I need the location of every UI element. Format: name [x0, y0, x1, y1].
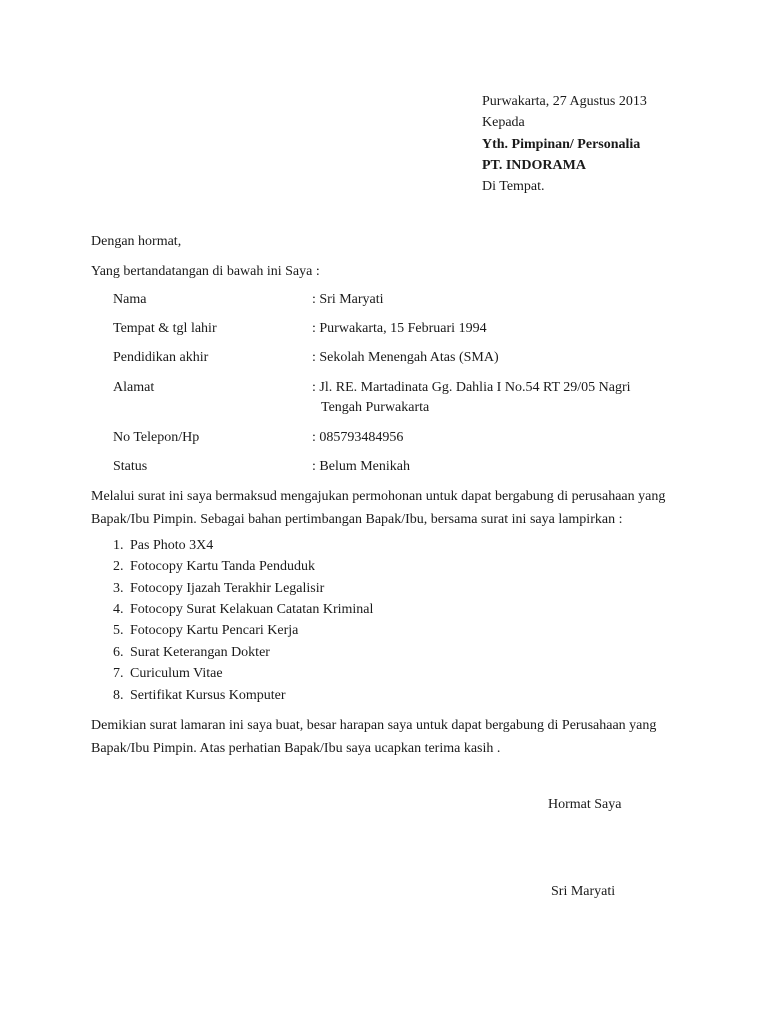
closing-line-1: Demikian surat lamaran ini saya buat, besar harapan saya untuk dapat bergabung di Perusahaan yang	[91, 718, 657, 733]
identity-label-birth: Tempat & tgl lahir	[113, 321, 217, 336]
identity-value-name: : Sri Maryati	[312, 292, 384, 307]
identity-label-status: Status	[113, 459, 148, 474]
closing-line-2: Bapak/Ibu Pimpin. Atas perhatian Bapak/Ibu saya ucapkan terima kasih .	[91, 741, 501, 756]
signatory-name: Sri Maryati	[551, 884, 616, 899]
list-item: 5. Fotocopy Kartu Pencari Kerja	[113, 623, 299, 638]
list-item: 3. Fotocopy Ijazah Terakhir Legalisir	[113, 581, 325, 596]
identity-label-phone: No Telepon/Hp	[113, 430, 200, 445]
company-name: PT. INDORAMA	[482, 158, 586, 173]
identity-value-status: : Belum Menikah	[312, 459, 410, 474]
list-item: 1. Pas Photo 3X4	[113, 538, 214, 553]
identity-value-address: : Jl. RE. Martadinata Gg. Dahlia I No.54 RT 29/05 Nagri	[312, 380, 631, 395]
list-item: 8. Sertifikat Kursus Komputer	[113, 688, 286, 703]
identity-value-address-line2: Tengah Purwakarta	[321, 400, 430, 415]
greeting: Dengan hormat,	[91, 234, 182, 249]
identity-label-name: Nama	[113, 292, 147, 307]
list-item: 2. Fotocopy Kartu Tanda Penduduk	[113, 559, 316, 574]
purpose-line-2: Bapak/Ibu Pimpin. Sebagai bahan pertimbangan Bapak/Ibu, bersama surat ini saya lampirkan :	[91, 512, 623, 527]
list-item: 6. Surat Keterangan Dokter	[113, 645, 270, 660]
recipient: Yth. Pimpinan/ Personalia	[482, 137, 641, 152]
identity-value-education: : Sekolah Menengah Atas (SMA)	[312, 350, 499, 365]
location: Di Tempat.	[482, 179, 545, 194]
purpose-line-1: Melalui surat ini saya bermaksud mengajukan permohonan untuk dapat bergabung di perusahaan yang	[91, 489, 666, 504]
identity-label-education: Pendidikan akhir	[113, 350, 209, 365]
identity-label-address: Alamat	[113, 380, 155, 395]
identity-value-birth: : Purwakarta, 15 Februari 1994	[312, 321, 487, 336]
identity-value-phone: : 085793484956	[312, 430, 404, 445]
place-date: Purwakarta, 27 Agustus 2013	[482, 94, 647, 109]
list-item: 4. Fotocopy Surat Kelakuan Catatan Kriminal	[113, 602, 374, 617]
to-label: Kepada	[482, 115, 525, 130]
regards-text: Hormat Saya	[548, 797, 622, 812]
list-item: 7. Curiculum Vitae	[113, 666, 223, 681]
intro-text: Yang bertandatangan di bawah ini Saya :	[91, 264, 320, 279]
